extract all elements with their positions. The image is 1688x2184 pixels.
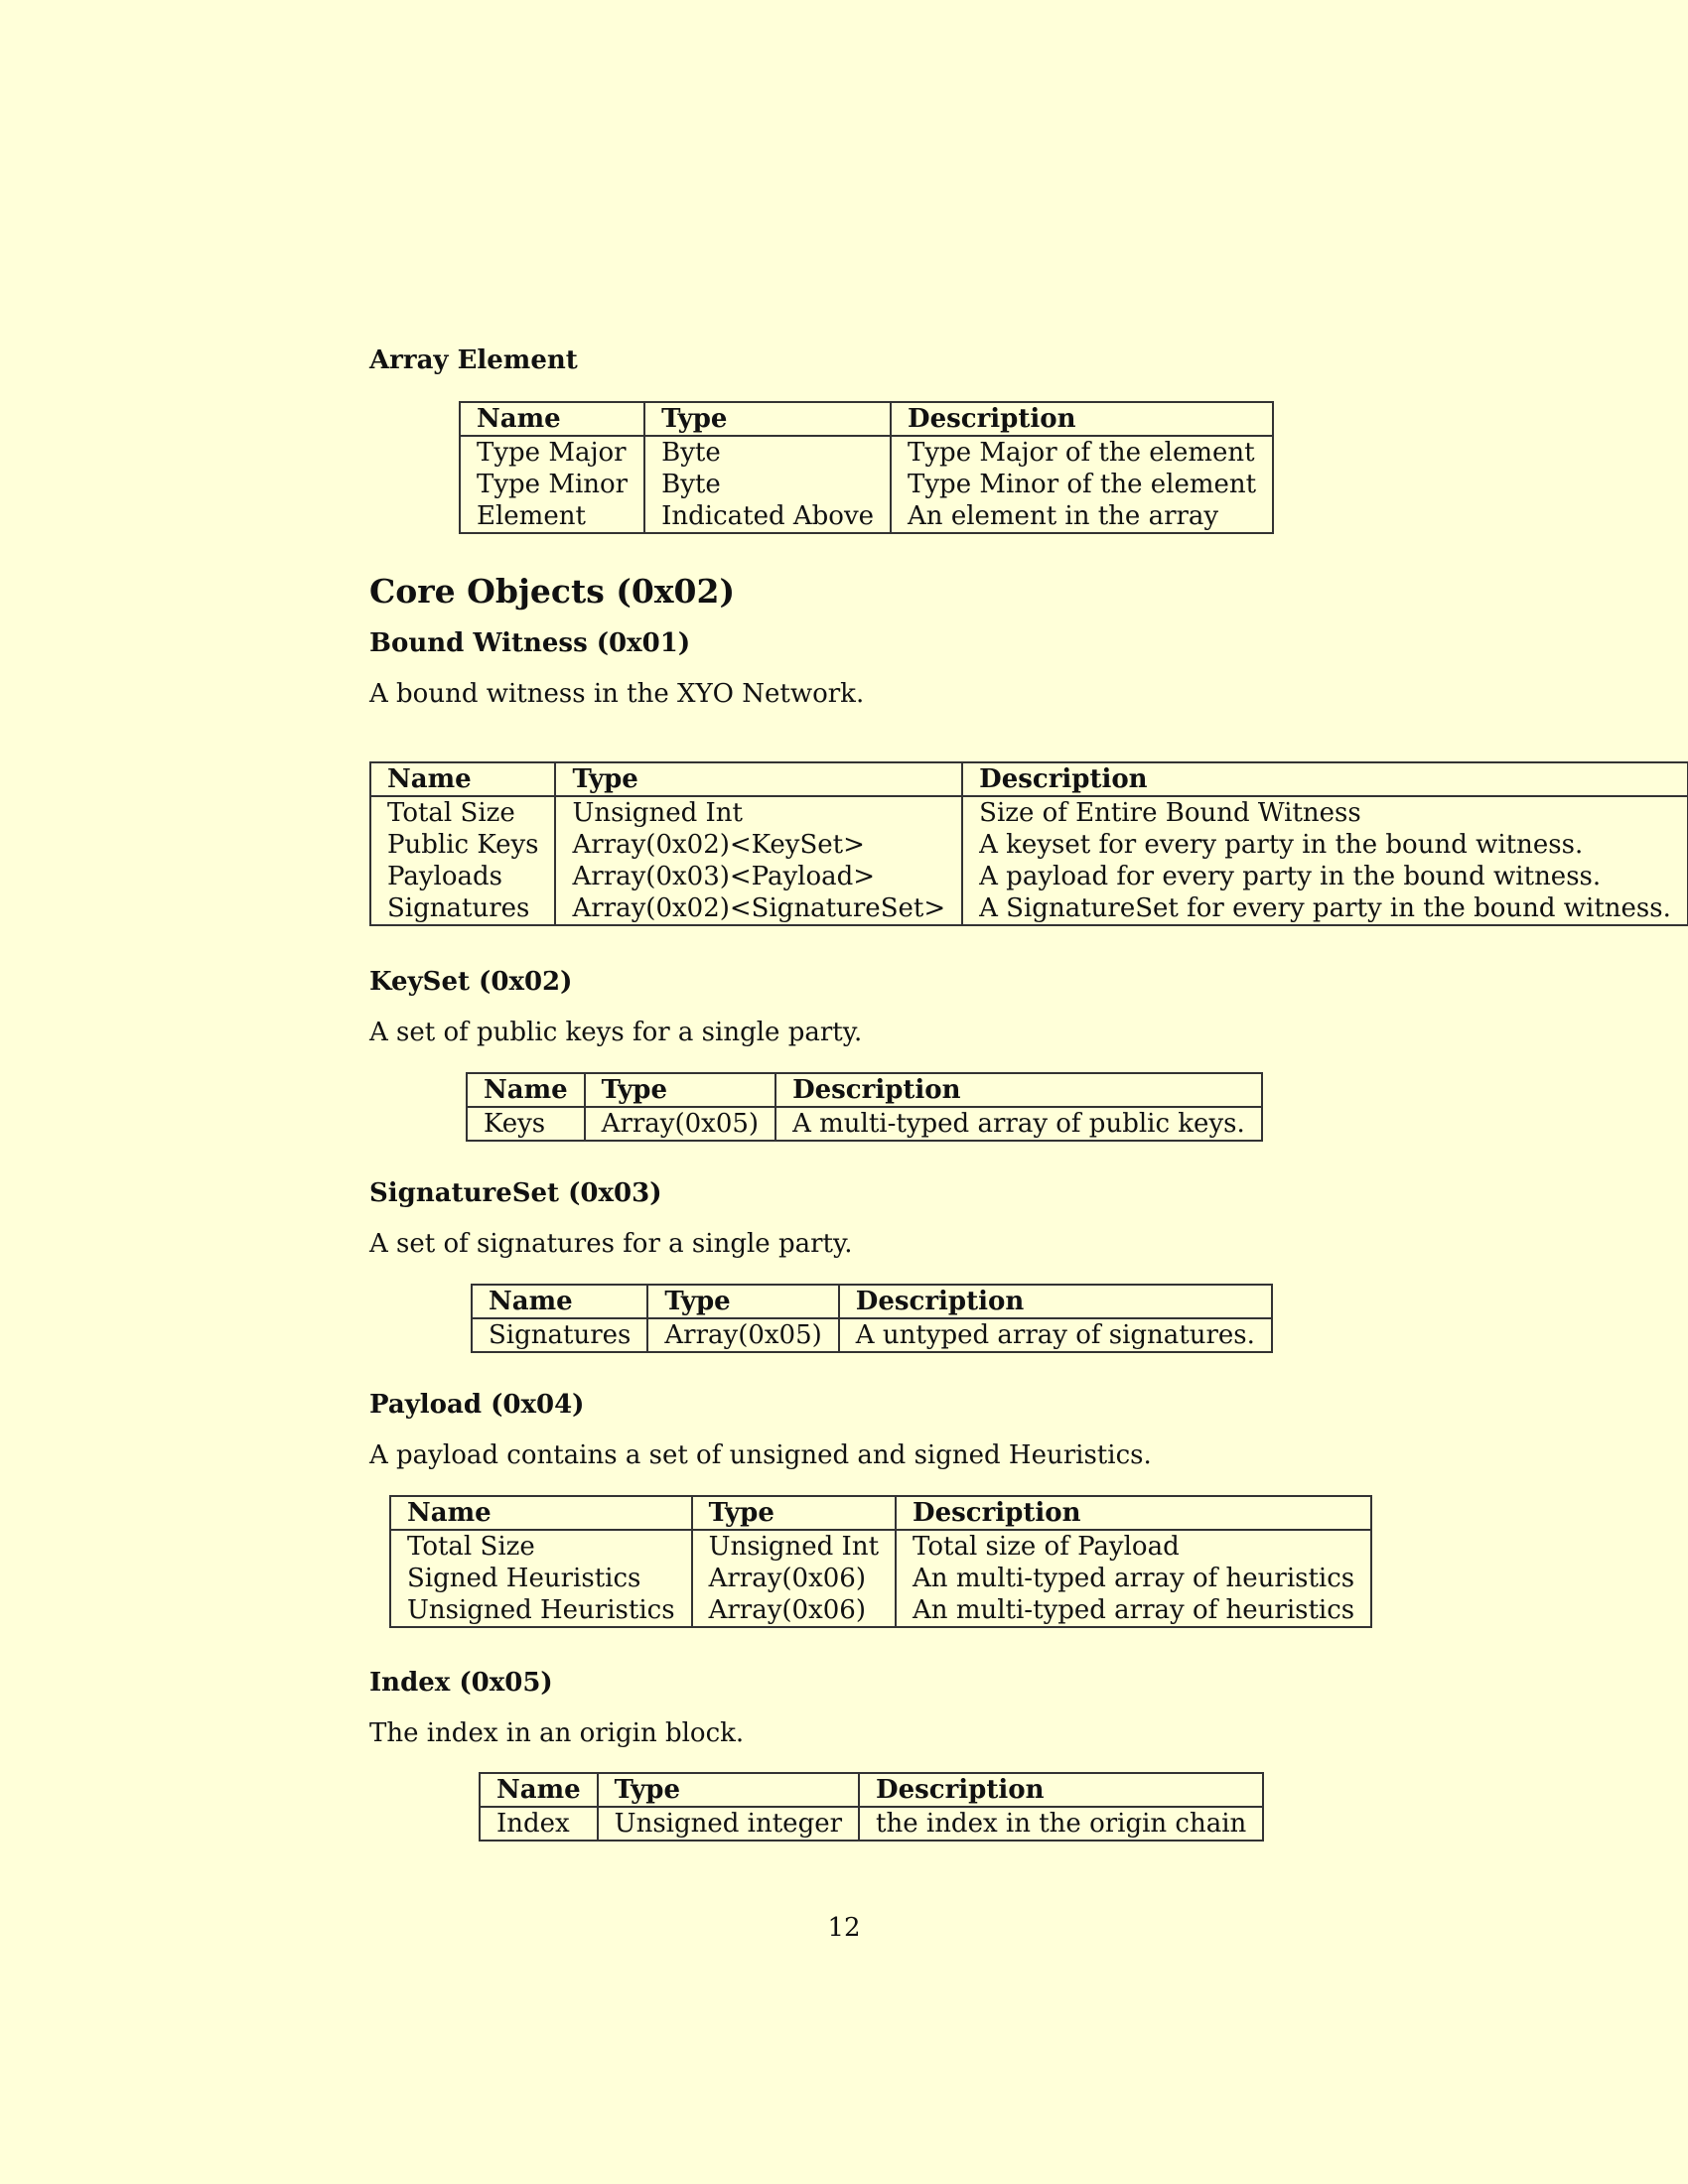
keyset-table	[466, 1072, 1263, 1142]
col-type-header: Type	[555, 762, 962, 796]
payload-description: A payload contains a set of unsigned and signed Heuristics.	[369, 1440, 1152, 1470]
cell-description: An multi-typed array of heuristics	[896, 1563, 1371, 1594]
cell-type: Array(0x02)<KeySet>	[555, 829, 962, 861]
col-description-header: Description	[839, 1285, 1272, 1318]
cell-description: A payload for every party in the bound witness.	[962, 861, 1688, 892]
cell-type: Array(0x05)	[647, 1318, 838, 1352]
cell-description: A multi-typed array of public keys.	[775, 1107, 1262, 1141]
cell-name: Public Keys	[387, 830, 539, 860]
index-table	[479, 1772, 1264, 1842]
cell-name: Signatures	[387, 893, 530, 923]
table-row	[390, 1530, 1371, 1563]
table-row	[370, 829, 1688, 861]
cell-name: Keys	[484, 1109, 546, 1139]
table-header-row	[472, 1285, 1272, 1318]
col-type-header: Type	[647, 1285, 838, 1318]
cell-type: Unsigned Int	[555, 796, 962, 829]
cell-type: Byte	[644, 469, 891, 500]
table-row	[472, 1318, 1272, 1352]
col-description-header: Description	[896, 1496, 1371, 1530]
cell-description: A untyped array of signatures.	[839, 1318, 1272, 1352]
cell-description: An multi-typed array of heuristics	[896, 1594, 1371, 1627]
cell-name: Unsigned Heuristics	[407, 1595, 675, 1625]
table-header-row	[467, 1073, 1262, 1107]
signatureset-description: A set of signatures for a single party.	[369, 1229, 853, 1259]
cell-type: Array(0x02)<SignatureSet>	[555, 892, 962, 925]
table-header-row	[460, 402, 1273, 436]
col-name-header: Name	[390, 1496, 692, 1530]
cell-type: Array(0x05)	[585, 1107, 775, 1141]
cell-type: Unsigned integer	[598, 1807, 859, 1841]
index-description: The index in an origin block.	[369, 1718, 745, 1748]
payload-heading: Payload (0x04)	[369, 1390, 585, 1420]
cell-description: A keyset for every party in the bound witness.	[962, 829, 1688, 861]
array-element-table	[459, 401, 1274, 534]
cell-type: Byte	[644, 436, 891, 469]
col-description-header: Description	[962, 762, 1688, 796]
col-type-header: Type	[598, 1773, 859, 1807]
cell-name: Element	[477, 501, 586, 531]
bound-witness-table	[369, 761, 1688, 926]
cell-type: Unsigned Int	[692, 1530, 896, 1563]
cell-type: Indicated Above	[644, 500, 891, 533]
cell-description: Total size of Payload	[896, 1530, 1371, 1563]
table-row	[370, 796, 1688, 829]
col-name-header: Name	[370, 762, 555, 796]
cell-type: Array(0x06)	[692, 1563, 896, 1594]
index-heading: Index (0x05)	[369, 1668, 553, 1698]
table-row	[467, 1107, 1262, 1141]
bound-witness-heading: Bound Witness (0x01)	[369, 628, 691, 658]
table-header-row	[370, 762, 1688, 796]
table-row	[390, 1594, 1371, 1627]
cell-description: An element in the array	[891, 500, 1273, 533]
array-element-heading: Array Element	[369, 345, 578, 375]
cell-name: Type Major	[477, 438, 627, 468]
signatureset-heading: SignatureSet (0x03)	[369, 1178, 662, 1208]
col-type-header: Type	[585, 1073, 775, 1107]
cell-type: Array(0x06)	[692, 1594, 896, 1627]
cell-description: the index in the origin chain	[859, 1807, 1263, 1841]
cell-name: Total Size	[407, 1532, 535, 1562]
col-name-header: Name	[480, 1773, 598, 1807]
table-row	[370, 861, 1688, 892]
table-row	[460, 436, 1273, 469]
payload-table	[389, 1495, 1372, 1628]
keyset-heading: KeySet (0x02)	[369, 967, 573, 997]
cell-type: Array(0x03)<Payload>	[555, 861, 962, 892]
cell-description: Type Major of the element	[891, 436, 1273, 469]
core-objects-heading: Core Objects (0x02)	[369, 572, 736, 611]
table-row	[480, 1807, 1263, 1841]
col-type-header: Type	[692, 1496, 896, 1530]
cell-name: Type Minor	[477, 470, 629, 499]
table-row	[460, 500, 1273, 533]
keyset-description: A set of public keys for a single party.	[369, 1018, 863, 1047]
cell-description: Size of Entire Bound Witness	[962, 796, 1688, 829]
table-row	[370, 892, 1688, 925]
cell-name: Signatures	[489, 1320, 632, 1350]
col-description-header: Description	[891, 402, 1273, 436]
col-name-header: Name	[467, 1073, 585, 1107]
cell-description: Type Minor of the element	[891, 469, 1273, 500]
col-name-header: Name	[472, 1285, 647, 1318]
page-number: 12	[827, 1913, 861, 1943]
cell-name: Signed Heuristics	[407, 1564, 641, 1593]
col-type-header: Type	[644, 402, 891, 436]
col-description-header: Description	[859, 1773, 1263, 1807]
table-header-row	[480, 1773, 1263, 1807]
table-header-row	[390, 1496, 1371, 1530]
signatureset-table	[471, 1284, 1273, 1353]
col-description-header: Description	[775, 1073, 1262, 1107]
table-row	[460, 469, 1273, 500]
cell-name: Payloads	[387, 862, 502, 891]
col-name-header: Name	[460, 402, 644, 436]
cell-name: Total Size	[387, 798, 515, 828]
bound-witness-description: A bound witness in the XYO Network.	[369, 679, 865, 709]
table-row	[390, 1563, 1371, 1594]
cell-description: A SignatureSet for every party in the bound witness.	[962, 892, 1688, 925]
cell-name: Index	[496, 1809, 570, 1839]
